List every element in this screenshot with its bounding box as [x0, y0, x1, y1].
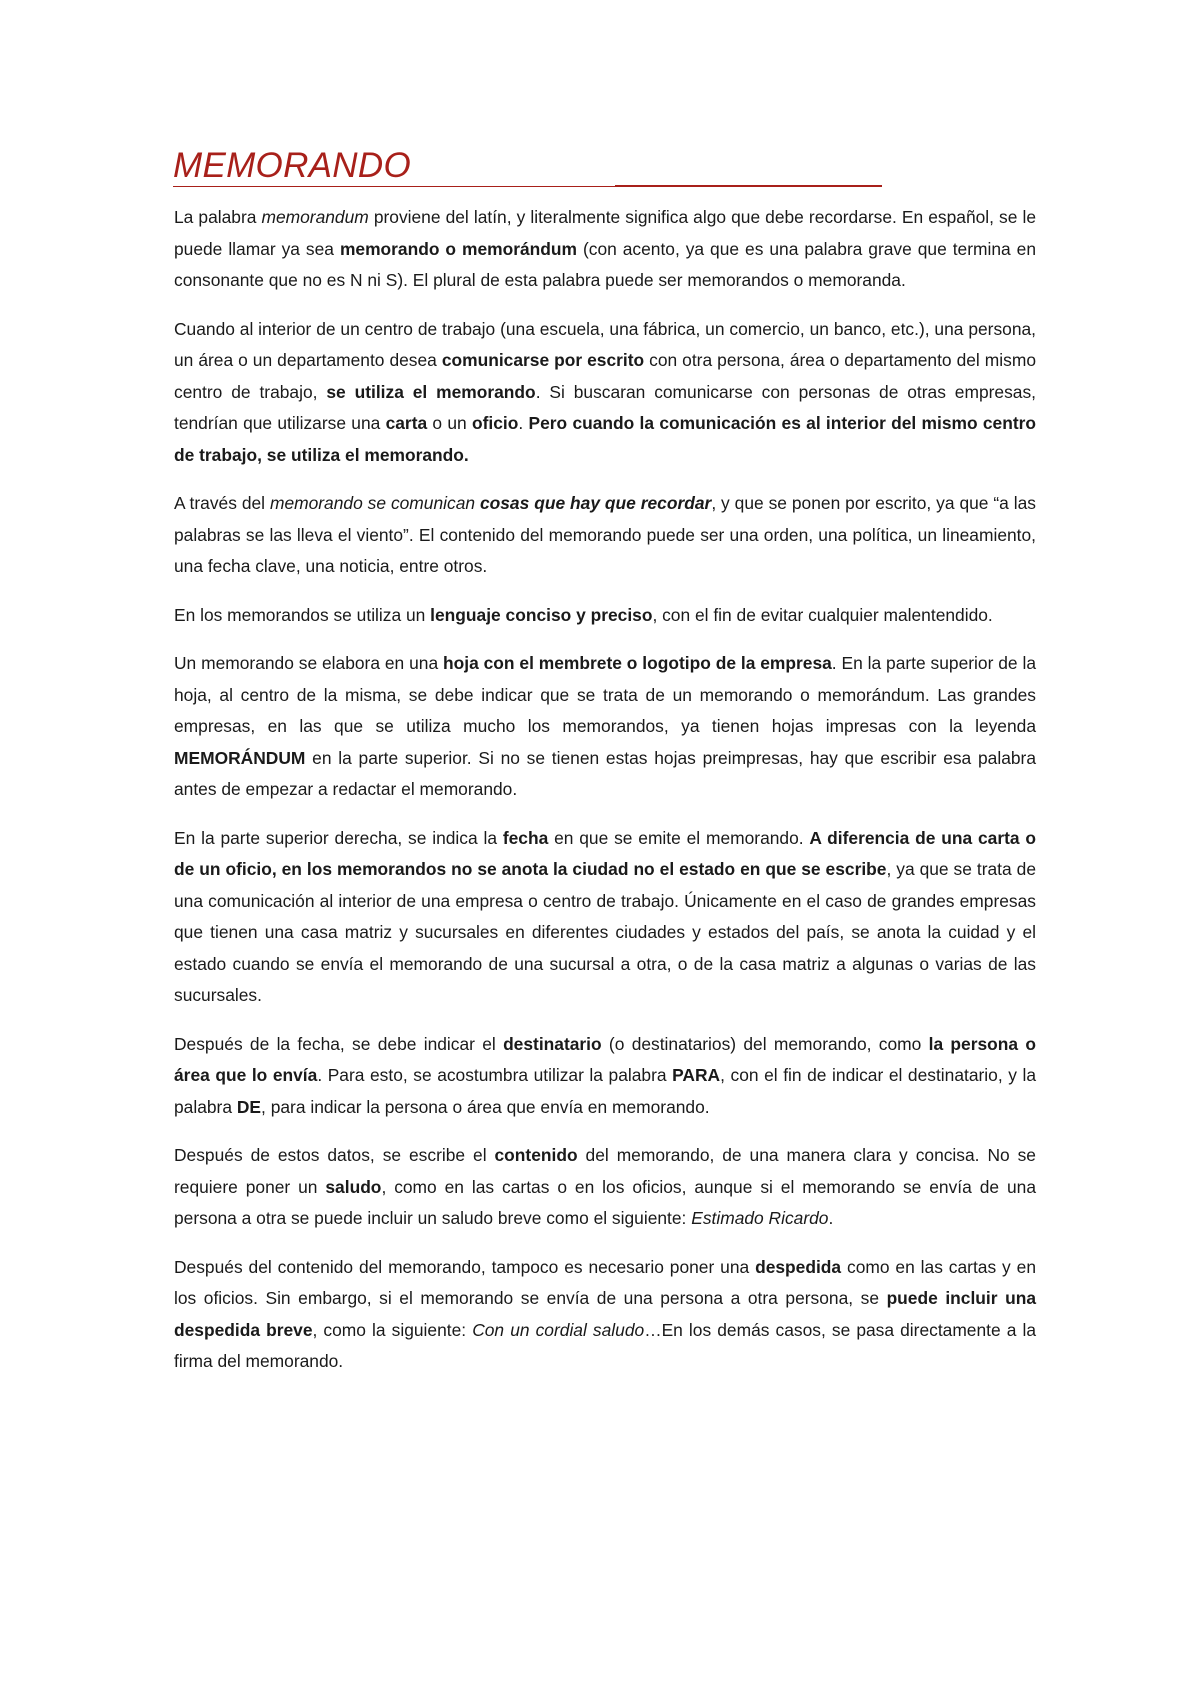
text-segment: .	[828, 1208, 834, 1228]
paragraph	[174, 648, 1036, 806]
text-segment: destinatario	[503, 1033, 602, 1054]
text-segment: PARA	[672, 1065, 721, 1085]
text-segment: comunicarse por escrito	[441, 350, 645, 370]
text-segment: Después de la fecha, se debe indicar el	[174, 1033, 504, 1054]
text-segment: , ya que se trata de una comunicación al interior de una empresa o centro de trabajo. Únicamente en el caso de grandes empresas que tienen una casa matriz y sucursales en diferentes ciudades y estados del país, se anota la cuidad y el estado cuando se envía el memorando de una sucursal a otra, o de la casa matriz a algunas o varias de las sucursales.	[174, 859, 1036, 1005]
text-segment: cosas que hay que recordar	[479, 493, 712, 513]
paragraph	[174, 823, 1036, 1012]
text-segment: puede incluir una despedida breve	[174, 1288, 1036, 1340]
text-segment: hoja con el membrete o logotipo de la empresa	[443, 653, 832, 673]
paragraph	[174, 488, 1036, 583]
paragraph	[174, 1029, 1036, 1124]
text-segment: , con el fin de evitar cualquier malentendido.	[652, 604, 993, 625]
text-segment: Después de estos datos, se escribe el	[174, 1145, 495, 1165]
text-segment: En los memorandos se utiliza un	[174, 604, 431, 625]
text-segment: DE	[236, 1096, 262, 1117]
text-segment: se utiliza el memorando	[326, 381, 536, 402]
text-segment: Un memorando se elabora en una	[174, 653, 443, 673]
text-segment: carta	[385, 413, 428, 433]
title-underline-extension	[615, 185, 882, 186]
text-segment: MEMORÁNDUM	[174, 747, 306, 768]
text-segment: memorando se comunican	[269, 493, 480, 513]
text-segment: .	[518, 413, 529, 433]
text-segment: del memorando, de una manera clara y concisa. No se requiere poner un	[174, 1145, 1036, 1197]
text-segment: En la parte superior derecha, se indica la	[174, 827, 503, 848]
text-segment: Cuando al interior de un centro de trabajo (una escuela, una fábrica, un comercio, un banco, etc.), una persona, un área o un departamento desea	[174, 318, 1036, 370]
text-segment: (o destinatarios) del memorando, como	[601, 1033, 929, 1054]
text-segment: saludo	[325, 1176, 382, 1197]
text-segment: Estimado Ricardo	[691, 1208, 829, 1228]
document-title: MEMORANDO	[173, 146, 411, 185]
text-segment: memorandum	[261, 207, 369, 227]
text-segment: , para indicar la persona o área que envía en memorando.	[261, 1096, 710, 1117]
text-segment: contenido	[494, 1145, 578, 1165]
text-segment: , como la siguiente:	[312, 1319, 473, 1340]
text-segment: , con el fin de indicar el destinatario, y la palabra	[174, 1065, 1037, 1117]
text-segment: o un	[427, 413, 473, 433]
text-segment: en que se emite el memorando.	[548, 827, 810, 848]
text-segment: Después del contenido del memorando, tampoco es necesario poner una	[174, 1256, 756, 1277]
document-body	[174, 202, 1036, 1395]
text-segment: la persona o área que lo envía	[174, 1033, 1036, 1085]
text-segment: oficio	[472, 413, 519, 433]
text-segment: A través del	[174, 493, 270, 513]
text-segment: memorando o memorándum	[339, 238, 577, 259]
text-segment: lenguaje conciso y preciso	[430, 604, 653, 625]
text-segment: , como en las cartas o en los oficios, aunque si el memorando se envía de una persona a otra se puede incluir un saludo breve como el siguiente:	[174, 1176, 1036, 1228]
text-segment: Pero cuando la comunicación es al interior del mismo centro de trabajo, se utiliza el memorando.	[174, 413, 1037, 465]
text-segment: La palabra	[174, 207, 262, 227]
paragraph	[174, 1252, 1036, 1378]
text-segment: proviene del latín, y literalmente significa algo que debe recordarse. En español, se le puede llamar ya sea	[174, 207, 1036, 259]
text-segment: (con acento, ya que es una palabra grave que termina en consonante que no es N ni S). El plural de esta palabra puede ser memorandos o memoranda.	[174, 238, 1036, 290]
text-segment: despedida	[755, 1256, 842, 1277]
text-segment: Con un cordial saludo	[472, 1319, 645, 1340]
title-underline	[173, 186, 882, 187]
paragraph	[174, 202, 1036, 297]
text-segment: . En la parte superior de la hoja, al centro de la misma, se debe indicar que se trata de un memorando o memorándum. Las grandes empresas, en las que se utiliza mucho los memorandos, ya tienen hojas impresas con la leyenda	[174, 653, 1037, 736]
text-segment: en la parte superior. Si no se tienen estas hojas preimpresas, hay que escribir esa palabra antes de empezar a redactar el memorando.	[174, 747, 1036, 799]
paragraph	[174, 1140, 1036, 1235]
paragraph	[174, 314, 1036, 472]
paragraph	[174, 600, 1036, 632]
text-segment: , y que se ponen por escrito, ya que “a las palabras se las lleva el viento”. El contenido del memorando puede ser una orden, una política, un lineamiento, una fecha clave, una noticia, entre otros.	[174, 493, 1036, 576]
text-segment: A diferencia de una carta o de un oficio, en los memorandos no se anota la ciudad no el estado en que se escribe	[174, 827, 1036, 879]
text-segment: fecha	[502, 827, 549, 848]
text-segment: . Si buscaran comunicarse con personas de otras empresas, tendrían que utilizarse una	[174, 381, 1036, 433]
text-segment: . Para esto, se acostumbra utilizar la palabra	[317, 1065, 673, 1085]
text-segment: como en las cartas y en los oficios. Sin embargo, si el memorando se envía de una persona a otra persona, se	[174, 1256, 1036, 1308]
text-segment: con otra persona, área o departamento del mismo centro de trabajo,	[174, 350, 1036, 402]
text-segment: …En los demás casos, se pasa directamente a la firma del memorando.	[174, 1319, 1037, 1371]
title-block	[173, 144, 882, 188]
